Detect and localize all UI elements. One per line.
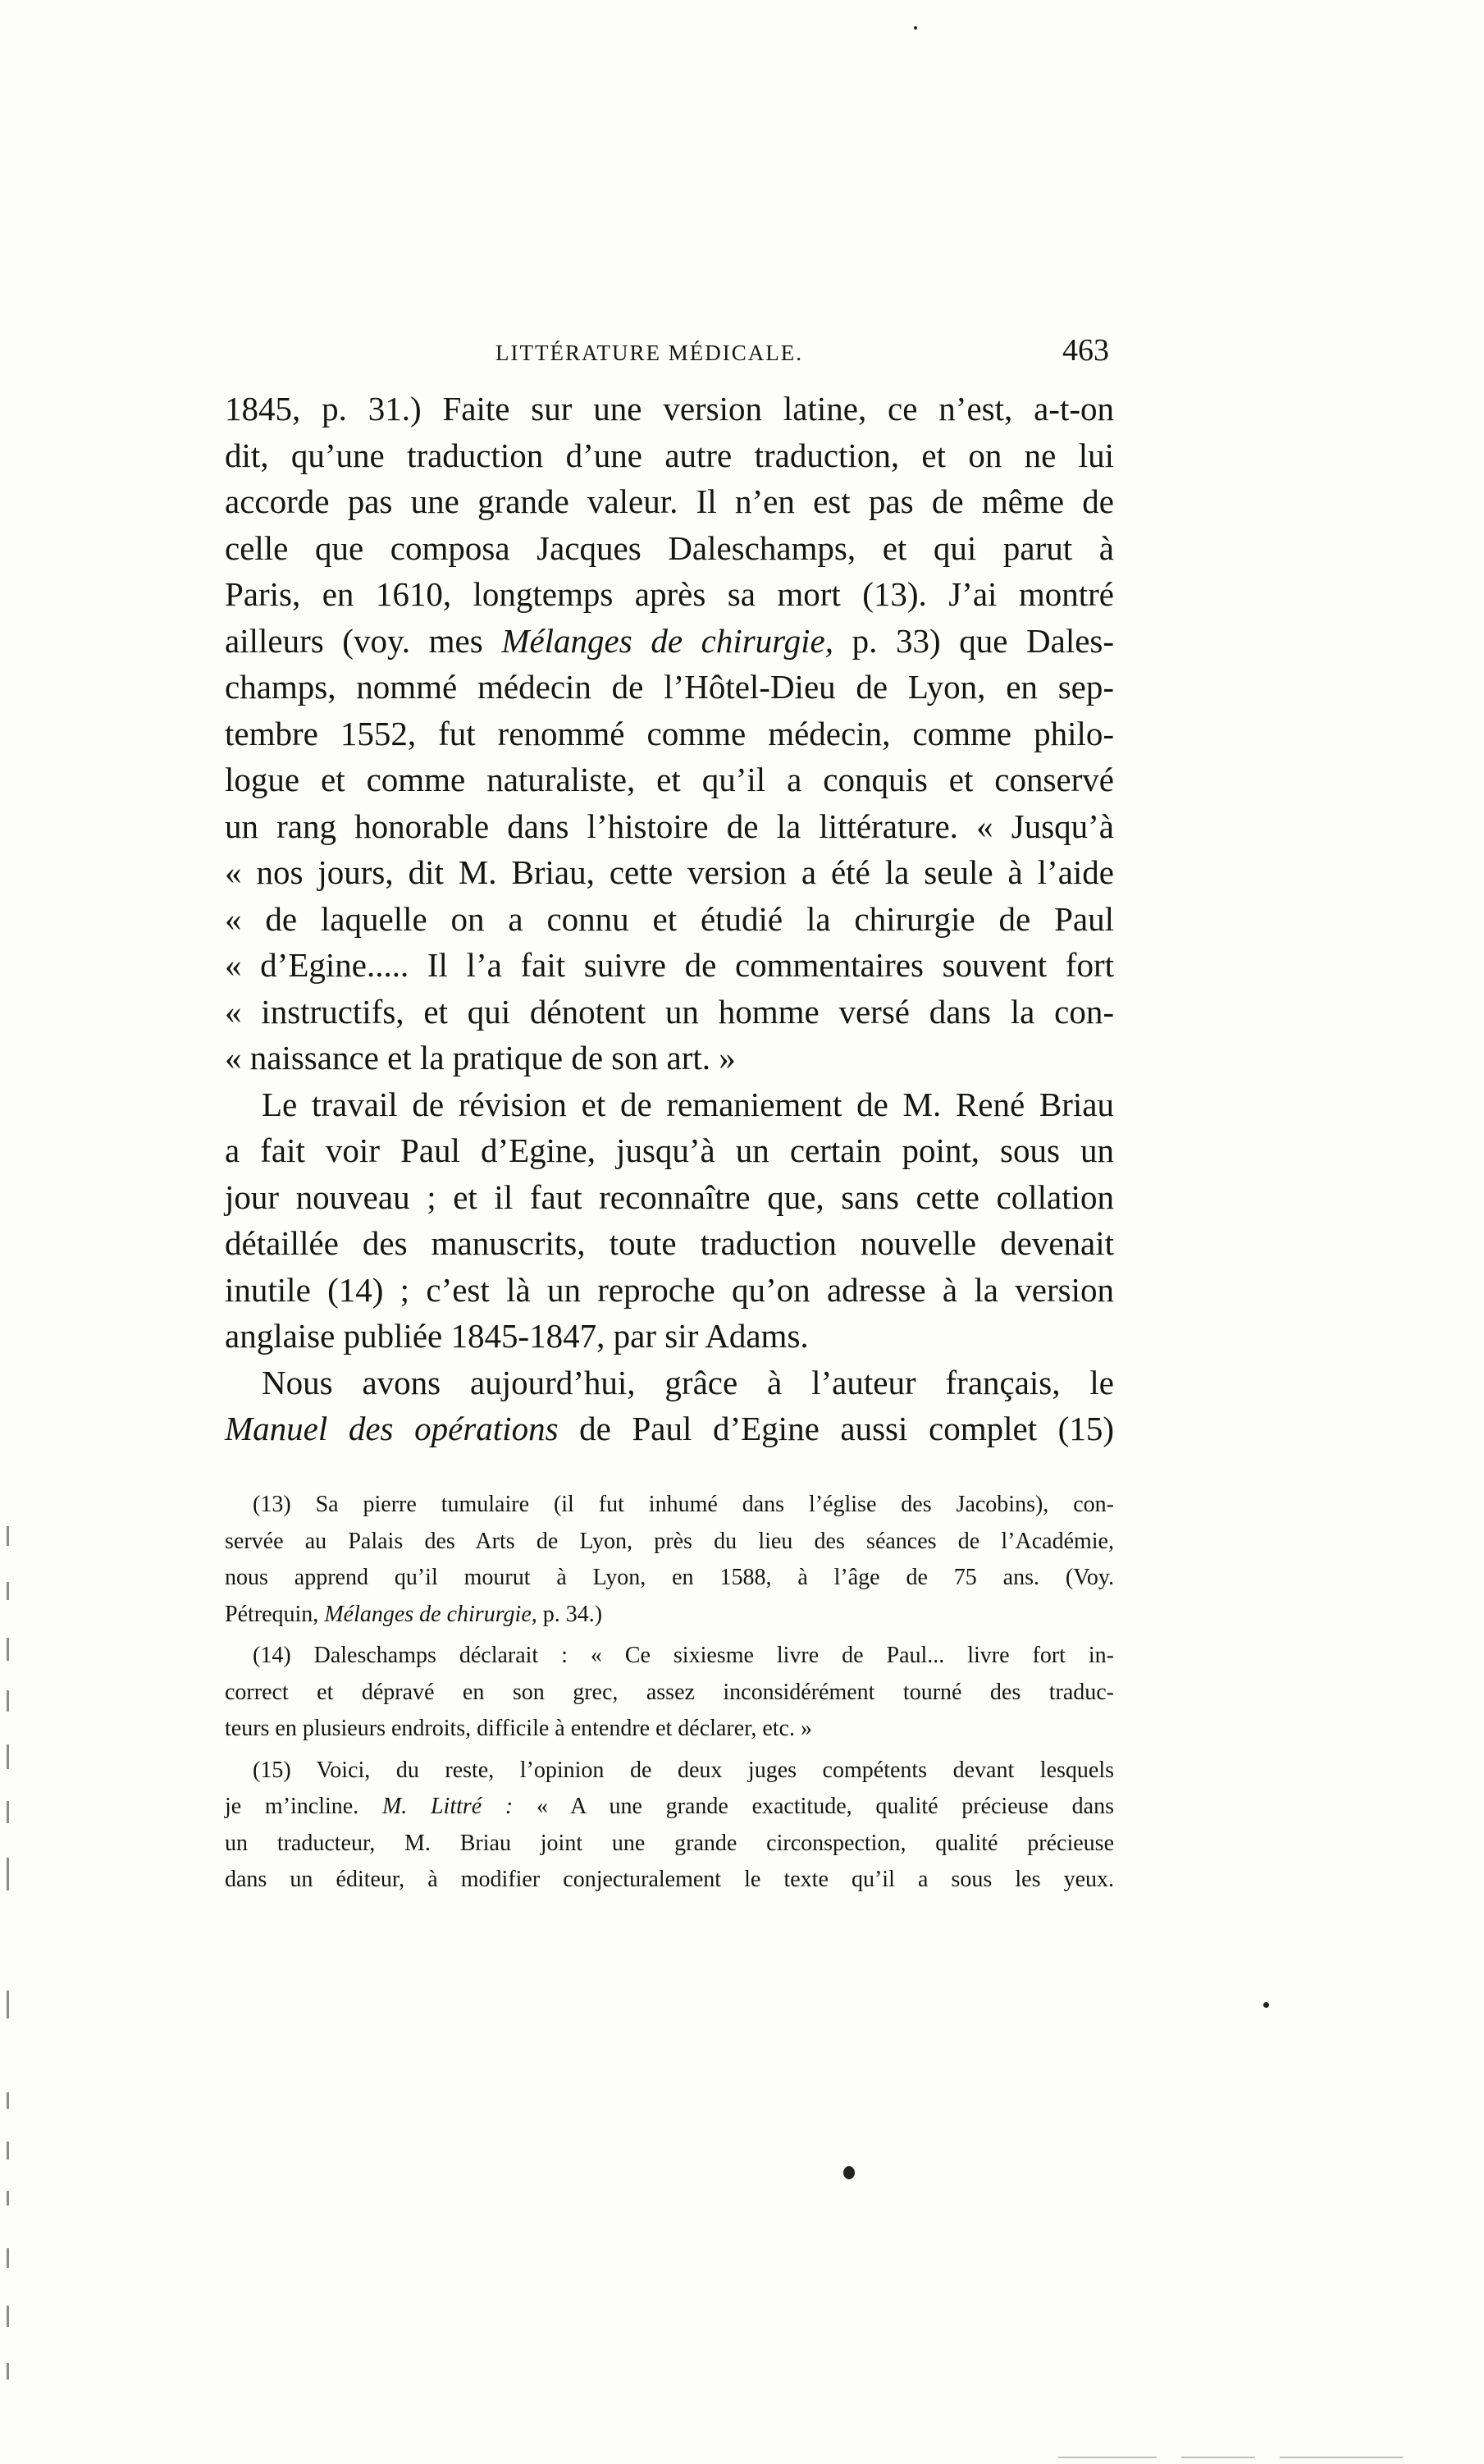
- body-line: détaillée des manuscrits, toute traduction nouvelle devenait: [225, 1224, 1114, 1262]
- body-line: 1845, p. 31.) Faite sur une version latine, ce n’est, a-t-on: [225, 390, 1114, 427]
- margin-tick: [7, 2191, 9, 2206]
- body-text-segment: de Paul d’Egine aussi complet (15): [579, 1410, 1114, 1447]
- footnote-13-line: [225, 1597, 1114, 1634]
- running-title: LITTÉRATURE MÉDICALE.: [495, 341, 803, 365]
- running-head: [225, 332, 1114, 382]
- body-line: inutile (14) ; c’est là un reproche qu’on adresse à la version: [225, 1270, 1114, 1309]
- footnote-text-segment: p. 34.): [542, 1601, 603, 1627]
- margin-tick: [7, 2092, 9, 2109]
- footnote-14-line: (14) Daleschamps déclarait : « Ce sixiesme livre de Paul... livre fort in-: [253, 1643, 1114, 1668]
- body-line: anglaise publiée 1845-1847, par sir Adams.: [225, 1317, 809, 1355]
- body-line: champs, nommé médecin de l’Hôtel-Dieu de Lyon, en sep-: [225, 668, 1114, 706]
- body-line: celle que composa Jacques Daleschamps, et qui parut à: [225, 528, 1114, 567]
- body-text: [225, 386, 1114, 1452]
- footnote-15-line: (15) Voici, du reste, l’opinion de deux juges compétents devant lesquels: [253, 1757, 1114, 1783]
- footnote-text-segment: je m’incline.: [225, 1794, 359, 1819]
- margin-tick: [7, 1801, 9, 1823]
- body-text-segment: p. 33) que Dales-: [852, 621, 1115, 660]
- body-line: [225, 618, 1114, 665]
- italic-name: M. Littré :: [381, 1794, 514, 1819]
- footnote-13-line: servée au Palais des Arts de Lyon, près du lieu des séances de l’Académie,: [225, 1528, 1114, 1554]
- scan-speck: [1263, 2002, 1269, 2008]
- body-line: jour nouveau ; et il faut reconnaître que, sans cette collation: [225, 1177, 1114, 1216]
- margin-tick: [7, 1526, 9, 1546]
- margin-tick: [7, 2363, 9, 2379]
- quotation-line: « naissance et la pratique de son art. »: [225, 1039, 736, 1077]
- body-line: [225, 1406, 1114, 1452]
- footnote-14-line: correct et dépravé en son grec, assez inconsidérément tourné des traduc-: [225, 1679, 1114, 1705]
- scan-speck: [843, 2166, 855, 2179]
- quotation-line: « instructifs, et qui dénotent un homme versé dans la con-: [225, 992, 1114, 1031]
- footnote-13-line: (13) Sa pierre tumulaire (il fut inhumé dans l’église des Jacobins), con-: [253, 1492, 1114, 1517]
- quotation-line: « nos jours, dit M. Briau, cette version a été la seule à l’aide: [225, 853, 1114, 891]
- quotation-line: « d’Egine..... Il l’a fait suivre de commentaires souvent fort: [225, 946, 1114, 984]
- footnote-text-segment: Pétrequin,: [225, 1601, 319, 1627]
- italic-title: Manuel des opérations: [225, 1410, 559, 1447]
- body-line: Le travail de révision et de remaniement de M. René Briau: [262, 1085, 1114, 1123]
- body-line: Paris, en 1610, longtemps après sa mort (13). J’ai montré: [225, 575, 1114, 613]
- footnote-15-line: un traducteur, M. Briau joint une grande circonspection, qualité précieuse: [225, 1830, 1114, 1856]
- scan-speck: [914, 26, 917, 30]
- footnote-13-line: nous apprend qu’il mourut à Lyon, en 1588, à l’âge de 75 ans. (Voy.: [225, 1565, 1114, 1590]
- body-line: accorde pas une grande valeur. Il n’en est pas de même de: [225, 482, 1114, 520]
- footnote-15-line: dans un éditeur, à modifier conjecturalement le texte qu’il a sous les yeux.: [225, 1867, 1114, 1892]
- body-line: logue et comme naturaliste, et qu’il a conquis et conservé: [225, 761, 1114, 798]
- italic-title: Mélanges de chirurgie,: [324, 1601, 537, 1627]
- italic-title: Mélanges de chirurgie,: [501, 621, 833, 660]
- body-line: tembre 1552, fut renommé comme médecin, comme philo-: [225, 714, 1114, 752]
- quotation-line: « de laquelle on a connu et étudié la chirurgie de Paul: [225, 899, 1114, 938]
- margin-tick: [7, 2142, 9, 2160]
- body-line: dit, qu’une traduction d’une autre traduction, et on ne lui: [225, 436, 1114, 474]
- body-line: Nous avons aujourd’hui, grâce à l’auteur français, le: [262, 1363, 1114, 1401]
- body-line: a fait voir Paul d’Egine, jusqu’à un certain point, sous un: [225, 1131, 1114, 1169]
- scan-edge-line: [1280, 2457, 1403, 2458]
- footnote-15-line: [225, 1789, 1114, 1826]
- footnote-14-line: teurs en plusieurs endroits, difficile à entendre et déclarer, etc. »: [225, 1716, 812, 1741]
- body-text-segment: ailleurs (voy. mes: [225, 621, 483, 660]
- margin-tick: [7, 1638, 9, 1661]
- margin-tick: [7, 2306, 9, 2327]
- margin-tick: [7, 2248, 9, 2268]
- margin-tick: [7, 1858, 9, 1890]
- margin-tick: [7, 1690, 9, 1712]
- footnote-text-segment: « A une grande exactitude, qualité précieuse dans: [536, 1794, 1114, 1819]
- body-line: un rang honorable dans l’histoire de la littérature. « Jusqu’à: [225, 807, 1114, 845]
- margin-tick: [7, 1582, 9, 1600]
- margin-tick: [7, 1744, 9, 1769]
- page-number: 463: [1062, 333, 1109, 368]
- scan-edge-line: [1058, 2457, 1157, 2458]
- scan-margin-marks: [7, 1526, 10, 2429]
- footnotes: [225, 1487, 1114, 1899]
- margin-tick: [7, 1991, 9, 2018]
- scan-edge-line: [1181, 2457, 1255, 2458]
